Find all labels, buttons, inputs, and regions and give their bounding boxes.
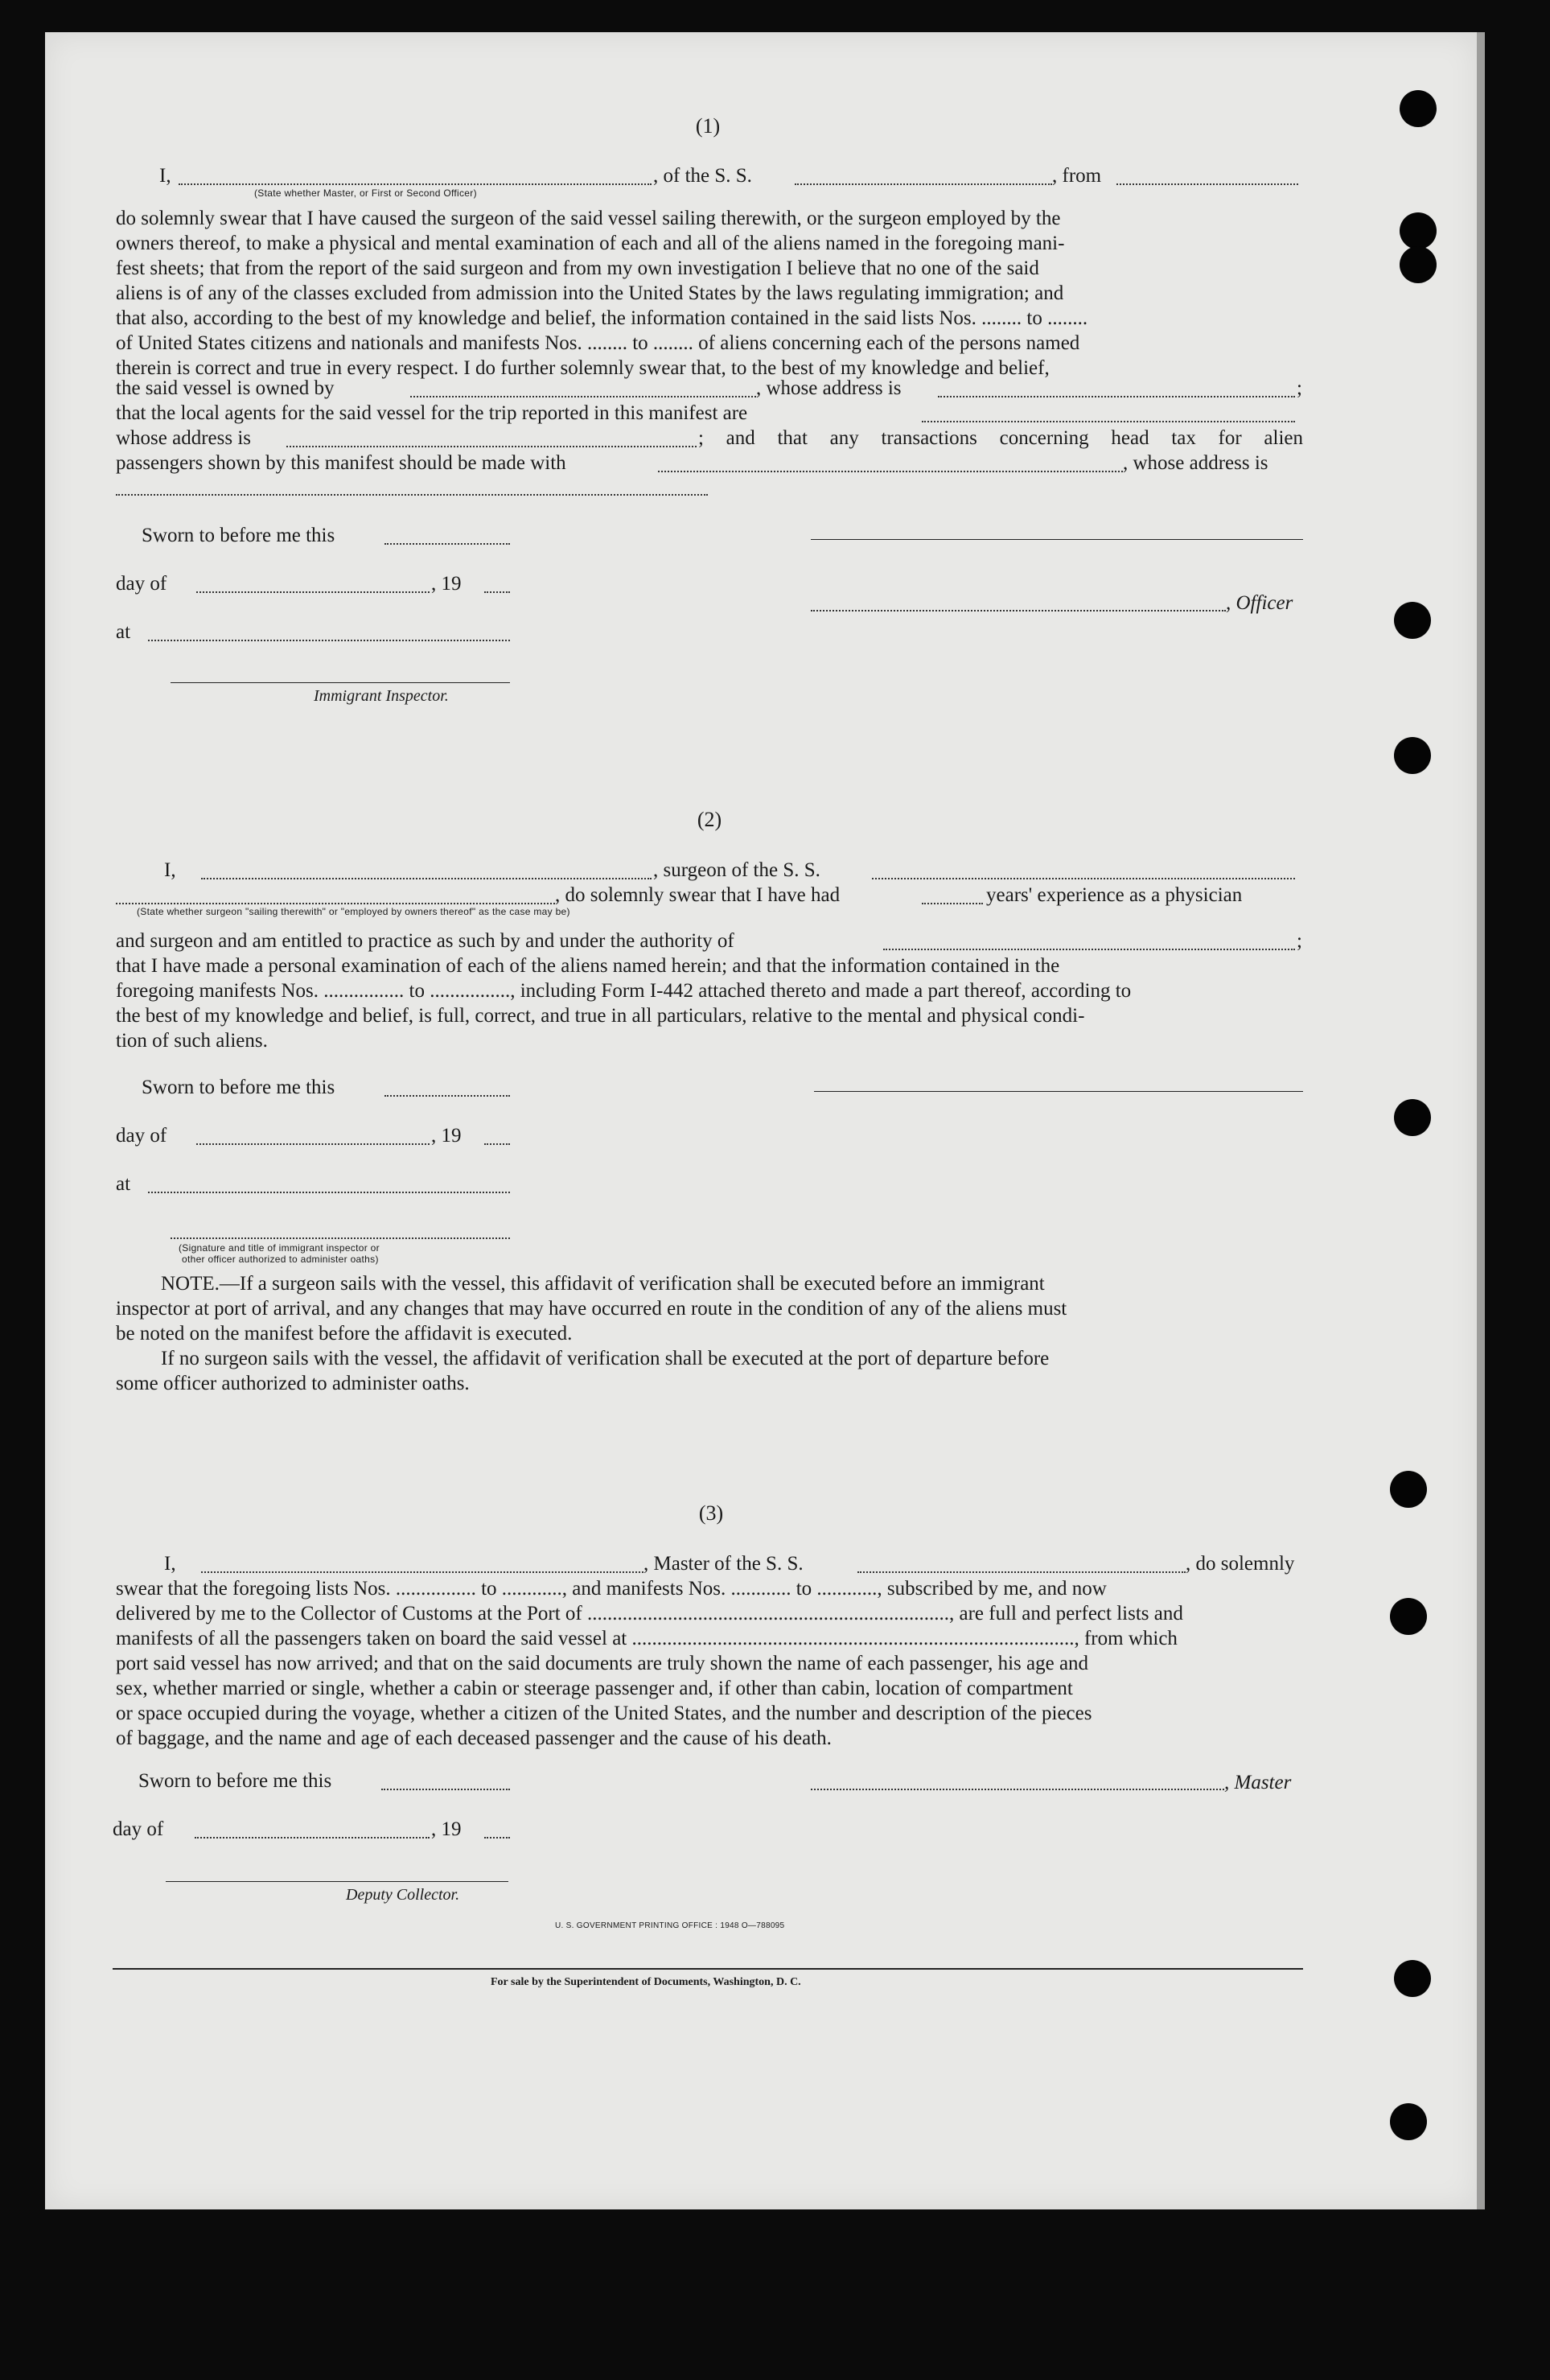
at-label: at: [116, 621, 131, 643]
body-line: or space occupied during the voyage, whether a citizen of the United States, and the number and description of the pieces: [116, 1703, 1092, 1724]
master-vessel-field[interactable]: [857, 1555, 1186, 1573]
body-line: that I have made a personal examination of each of the aliens named herein; and that the information contained in the: [116, 955, 1060, 977]
punch-hole: [1394, 1960, 1431, 1997]
name-field[interactable]: [179, 167, 652, 185]
note-line: some officer authorized to administer oaths.: [116, 1373, 470, 1394]
note-line: inspector at port of arrival, and any changes that may have occurred en route in the condition of any of the aliens must: [116, 1298, 1067, 1320]
authority-label: and surgeon and am entitled to practice as such by and under the authority of: [116, 930, 734, 952]
punch-hole: [1394, 602, 1431, 639]
from-port-field[interactable]: [1116, 167, 1298, 185]
signer-caption: (Signature and title of immigrant inspector or: [179, 1242, 380, 1254]
sworn-label: Sworn to before me this: [142, 525, 335, 546]
surgeon-of-ss-label: , surgeon of the S. S.: [653, 859, 820, 881]
surgeon-name-field[interactable]: [201, 862, 652, 879]
sworn-day-field[interactable]: [384, 1079, 510, 1097]
year-label: , 19: [431, 1125, 462, 1147]
passengers-line: passengers shown by this manifest should be made with: [116, 452, 566, 474]
sworn-day-field[interactable]: [384, 527, 510, 545]
body-line: owners thereof, to make a physical and mental examination of each and all of the aliens named in the foregoing mani-: [116, 233, 1065, 254]
section-1-i: I,: [159, 165, 171, 187]
body-line: port said vessel has now arrived; and that on the said documents are truly shown the name of each passenger, his age and: [116, 1653, 1089, 1674]
punch-hole: [1390, 1598, 1427, 1635]
body-line: of baggage, and the name and age of each deceased passenger and the cause of his death.: [116, 1727, 832, 1749]
signer-caption: other officer authorized to administer oaths): [182, 1254, 379, 1265]
master-label: , Master: [1224, 1772, 1292, 1793]
punch-hole: [1394, 1099, 1431, 1136]
do-solemnly-label: , do solemnly: [1186, 1553, 1295, 1575]
punch-hole: [1394, 737, 1431, 774]
month-field[interactable]: [196, 1127, 430, 1145]
section-3-i: I,: [164, 1553, 176, 1575]
surgeon-signature-line[interactable]: [814, 1091, 1303, 1092]
master-signature-field[interactable]: [811, 1773, 1224, 1790]
owner-address-label: , whose address is: [756, 377, 902, 399]
sworn-day-field[interactable]: [381, 1773, 510, 1790]
owner-field[interactable]: [410, 380, 756, 397]
section-1-heading: (1): [695, 114, 721, 138]
do-solemnly-label: , do solemnly swear that I have had: [555, 884, 841, 906]
of-the-ss-label: , of the S. S.: [653, 165, 752, 187]
year-label: , 19: [431, 573, 462, 595]
at-place-field[interactable]: [148, 1176, 510, 1193]
semicolon: ;: [1297, 377, 1302, 399]
years-experience-field[interactable]: [922, 887, 983, 904]
body-line: that also, according to the best of my knowledge and belief, the information contained in the said lists Nos. ........ to ........: [116, 307, 1088, 329]
day-of-label: day of: [116, 1125, 167, 1147]
note-text: [116, 1271, 1305, 1396]
section-3-heading: (3): [698, 1501, 724, 1525]
officer-label: , Officer: [1226, 592, 1293, 614]
inspector-signature-line[interactable]: [171, 682, 510, 683]
at-place-field[interactable]: [148, 624, 510, 641]
local-agents-field[interactable]: [922, 405, 1295, 422]
printing-office-imprint: U. S. GOVERNMENT PRINTING OFFICE : 1948 O—788095: [555, 1921, 785, 1930]
month-field[interactable]: [195, 1821, 430, 1839]
day-of-label: day of: [113, 1818, 164, 1840]
agent-address-label: whose address is: [116, 427, 252, 449]
body-line: therein is correct and true in every respect. I do further solemnly swear that, to the best of my knowledge and belief,: [116, 357, 1050, 379]
punch-hole: [1390, 2103, 1427, 2140]
head-tax-text: ; and that any transactions concerning head tax for alien: [698, 427, 1303, 449]
note-line: be noted on the manifest before the affidavit is executed.: [116, 1323, 573, 1344]
contact-address-label: , whose address is: [1123, 452, 1268, 474]
sworn-label: Sworn to before me this: [142, 1077, 335, 1098]
body-line: foregoing manifests Nos. ................ to ................, including Form I-442 attached thereto and made a part thereof, according to: [116, 980, 1132, 1002]
punch-hole: [1400, 90, 1437, 127]
master-of-ss-label: , Master of the S. S.: [643, 1553, 804, 1575]
head-tax-contact-field[interactable]: [658, 455, 1123, 472]
punch-hole: [1400, 246, 1437, 283]
body-line: manifests of all the passengers taken on board the said vessel at ........................................................................................, from which: [116, 1628, 1178, 1649]
semicolon: ;: [1297, 930, 1302, 952]
note-line: NOTE.—If a surgeon sails with the vessel, this affidavit of verification shall be executed before an immigrant: [161, 1273, 1045, 1295]
note-line: If no surgeon sails with the vessel, the affidavit of verification shall be executed at the port of departure before: [161, 1348, 1050, 1369]
section-1-body: [116, 206, 1305, 381]
owner-address-field[interactable]: [938, 380, 1295, 397]
surgeon-status-caption: (State whether surgeon "sailing therewith" or "employed by owners thereof" as the case may be): [137, 906, 570, 917]
punch-hole: [1400, 212, 1437, 249]
deputy-signature-line[interactable]: [166, 1881, 508, 1882]
body-line: the best of my knowledge and belief, is full, correct, and true in all particulars, relative to the mental and physical condi-: [116, 1005, 1085, 1027]
body-line: delivered by me to the Collector of Customs at the Port of ........................................................................, are full and perfect lists and: [116, 1603, 1183, 1624]
body-line: do solemnly swear that I have caused the surgeon of the said vessel sailing therewith, or the surgeon employed by the: [116, 208, 1061, 229]
punch-hole: [1390, 1471, 1427, 1508]
section-2-body: [116, 953, 1305, 1053]
year-field[interactable]: [484, 575, 510, 593]
body-line: tion of such aliens.: [116, 1030, 268, 1052]
month-field[interactable]: [196, 575, 430, 593]
owned-by-label: the said vessel is owned by: [116, 377, 335, 399]
body-line: sex, whether married or single, whether a cabin or steerage passenger and, if other than cabin, location of compartment: [116, 1678, 1073, 1699]
body-line: aliens is of any of the classes excluded from admission into the United States by the laws regulating immigration; and: [116, 282, 1064, 304]
year-label: , 19: [431, 1818, 462, 1840]
body-line: swear that the foregoing lists Nos. ................ to ............, and manifests Nos. ............ to ............, subscribed by me, and now: [116, 1578, 1107, 1600]
master-name-field[interactable]: [201, 1555, 643, 1573]
vessel-name-field[interactable]: [795, 167, 1052, 185]
footer-rule: [113, 1968, 1303, 1970]
contact-address-field[interactable]: [116, 478, 708, 496]
surgeon-status-field[interactable]: [116, 887, 555, 904]
rank-caption: (State whether Master, or First or Second Officer): [254, 187, 477, 199]
day-of-label: day of: [116, 573, 167, 595]
inspector-signature-field[interactable]: [171, 1221, 510, 1239]
for-sale-text: For sale by the Superintendent of Documents, Washington, D. C.: [491, 1976, 801, 1988]
year-field[interactable]: [484, 1127, 510, 1145]
body-line: fest sheets; that from the report of the said surgeon and from my own investigation I believe that no one of the said: [116, 257, 1039, 279]
officer-signature-line[interactable]: [811, 539, 1303, 540]
section-3-body: [116, 1576, 1305, 1751]
years-experience-label: years' experience as a physician: [986, 884, 1243, 906]
sheet-edge: [1477, 32, 1485, 2209]
sworn-label: Sworn to before me this: [138, 1770, 332, 1792]
agent-address-field[interactable]: [286, 430, 697, 447]
surgeon-vessel-field[interactable]: [872, 862, 1295, 879]
inspector-title: Immigrant Inspector.: [314, 687, 449, 705]
authority-field[interactable]: [883, 933, 1295, 950]
local-agents-label: that the local agents for the said vessel for the trip reported in this manifest are: [116, 402, 748, 424]
deputy-title: Deputy Collector.: [346, 1886, 460, 1904]
section-2-i: I,: [164, 859, 176, 881]
body-line: of United States citizens and nationals and manifests Nos. ........ to ........ of aliens concerning each of the persons named: [116, 332, 1080, 354]
at-label: at: [116, 1173, 131, 1195]
officer-name-field[interactable]: [811, 594, 1226, 611]
from-label: , from: [1052, 165, 1102, 187]
section-2-heading: (2): [697, 808, 722, 831]
year-field[interactable]: [484, 1821, 510, 1839]
